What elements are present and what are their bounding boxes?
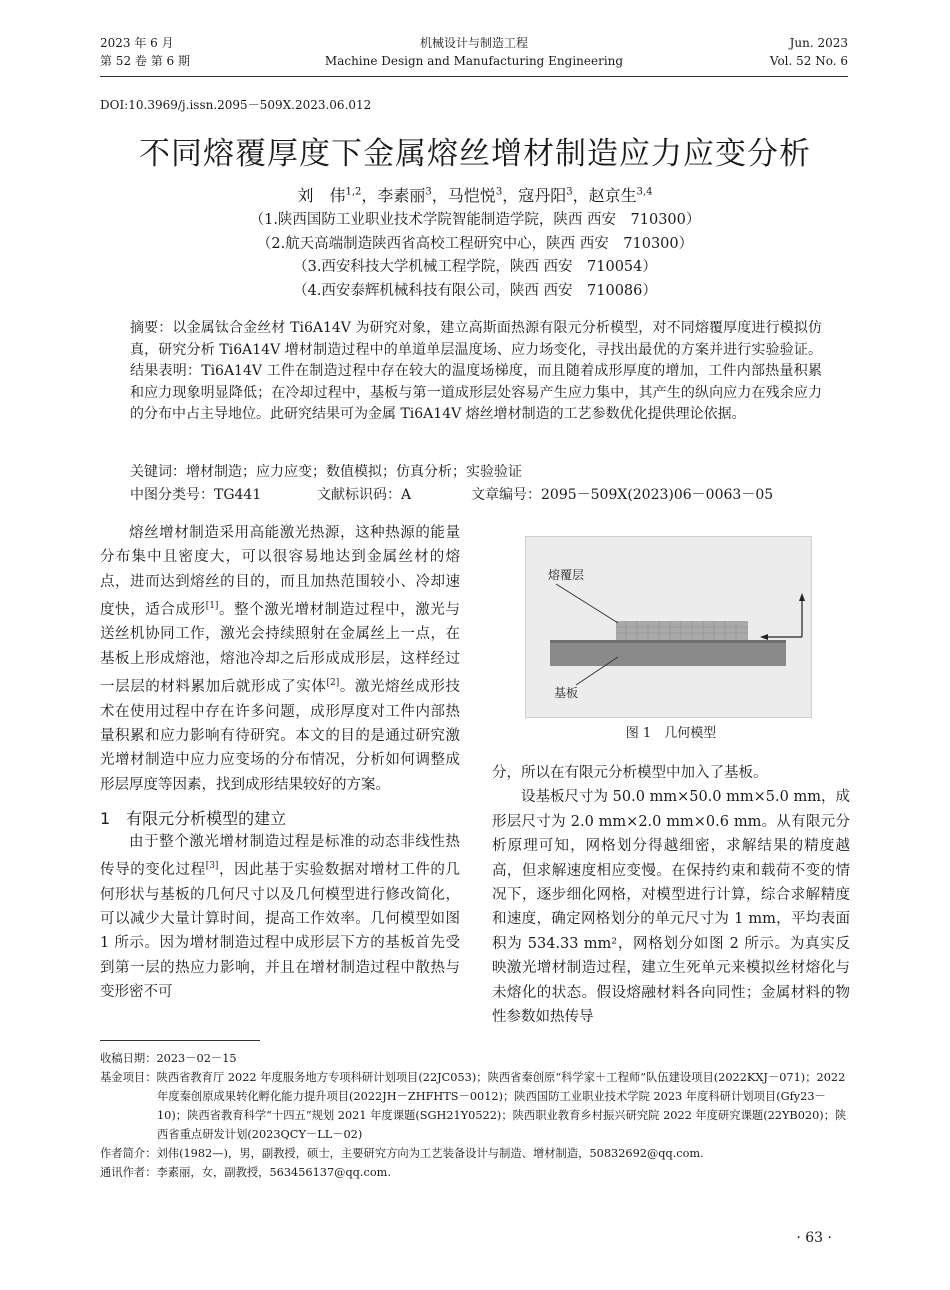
header-volume-en: Vol. 52 No. 6 [769, 54, 848, 68]
author-5: ，赵京生 [572, 186, 637, 205]
author-2-aff: 3 [425, 186, 432, 198]
abstract: 摘要：以金属钛合金丝材 Ti6A14V 为研究对象，建立高斯面热源有限元分析模型，对不同熔覆厚度进行模拟仿真，研究分析 Ti6A14V 增材制造过程中的单道单层温度场、应力场变化，寻找出最优的方案并进行实验验证。结果表明：Ti6A14V 工件在制造过程中存在较大的温度场梯度，而且随着成形厚度的增加，工件内部热量积累和应力现象明显降低；在冷却过程中，基板与第一道成形层处容易产生应力集中，其产生的纵向应力在残余应力的分布中占主导地位。此研究结果可为金属 Ti6A14V 熔丝增材制造的工艺参数优化提供理论依据。 [130, 320, 822, 422]
figure-1-geometry-model [525, 536, 812, 718]
author-1-aff: 1,2 [345, 186, 362, 198]
author-5-aff: 3,4 [636, 186, 653, 198]
header-volume: 第 52 卷 第 6 期 [100, 54, 190, 68]
section1-paragraph [100, 830, 460, 1005]
right-continuation-line: 分，所以在有限元分析模型中加入了基板。 [492, 765, 768, 781]
cladding-layer [616, 621, 748, 640]
author-1: 刘 伟 [297, 186, 346, 205]
label-substrate: 基板 [554, 686, 579, 700]
citation-3[interactable]: [3] [205, 861, 219, 872]
header-right [770, 34, 848, 70]
geometry-model-image [526, 537, 811, 717]
paper-title: 不同熔覆厚度下金属熔丝增材制造应力应变分析 [139, 136, 811, 172]
intro-text-2: 。整个激光增材制造过程中，激光与送丝机协同工作，激光会持续照射在金属丝上一点，在基板上形成熔池，熔池冷却之后形成成形层，这样经过一层层的材料累加后就形成了实体 [100, 602, 461, 696]
author-bio: 作者简介：刘伟(1982—)，男，副教授，硕士，主要研究方向为工艺装备设计与制造、增材制造，50832692@qq.com. [100, 1147, 704, 1160]
intro-paragraph [100, 521, 460, 797]
footnote-rule [100, 1040, 260, 1041]
header-rule [100, 76, 848, 77]
substrate-block [550, 640, 786, 666]
clc-number: 中图分类号：TG441 [130, 487, 262, 503]
citation-1[interactable]: [1] [205, 601, 219, 612]
footnotes [100, 1049, 850, 1182]
doi: DOI:10.3969/j.issn.2095－509X.2023.06.012 [100, 98, 372, 112]
header-date: 2023 年 6 月 [100, 36, 174, 50]
article-number: 文章编号：2095－509X(2023)06－0063－05 [471, 487, 774, 503]
author-4-aff: 3 [566, 186, 573, 198]
right-paragraph-1: 设基板尺寸为 50.0 mm×50.0 mm×5.0 mm，成形层尺寸为 2.0 mm×2.0 mm×0.6 mm。从有限元分析原理可知，网格划分得越细密，求解结果的精度越高，但求解速度相应变慢。在保持约束和载荷不变的情况下，逐步细化网格，对模型进行计算，综合求解精度和速度，确定网格划分的单元尺寸为 1 mm，平均表面积为 534.33 mm²，网格划分如图 2 所示。为真实反映激光增材制造过程，建立生死单元来模拟丝材熔化与未熔化的状态。假设熔融材料各向同性；金属材料的物性参数如热传导 [492, 789, 850, 1026]
section-heading-1: 1 有限元分析模型的建立 [100, 809, 287, 828]
document-code: 文献标识码：A [317, 487, 412, 503]
affiliation-1: （1.陕西国防工业职业技术学院智能制造学院，陕西 西安 710300） [249, 212, 701, 228]
affiliation-2: （2.航天高端制造陕西省高校工程研究中心，陕西 西安 710300） [256, 235, 694, 252]
running-header [100, 34, 848, 74]
corresponding-author: 通讯作者：李素丽，女，副教授，563456137@qq.com. [100, 1166, 391, 1179]
author-3-aff: 3 [495, 186, 503, 198]
author-3: ，马恺悦 [431, 186, 496, 205]
label-cladding: 熔覆层 [548, 568, 585, 582]
left-column-section1 [100, 830, 460, 1005]
citation-2[interactable]: [2] [326, 678, 340, 689]
keywords: 关键词：增材制造；应力应变；数值模拟；仿真分析；实验验证 [130, 464, 522, 480]
journal-name-en: Machine Design and Manufacturing Engineering [324, 54, 624, 68]
page-number: · 63 · [796, 1230, 832, 1246]
left-column-intro [100, 521, 460, 797]
header-date-en: Jun. 2023 [789, 36, 848, 50]
section1-text-1: 由于整个激光增材制造过程是标准的动态非线性热传导的变化过程 [100, 834, 460, 879]
affiliation-4: （4.西安泰辉机械科技有限公司，陕西 西安 710086） [293, 282, 657, 299]
author-4: ，寇丹阳 [502, 186, 567, 205]
author-2: ，李素丽 [361, 186, 426, 205]
received-date: 收稿日期：2023－02－15 [100, 1052, 237, 1065]
intro-text-1: 熔丝增材制造采用高能激光热源，这种热源的能量分布集中且密度大，可以很容易地达到金属丝材的熔点，进而达到熔丝的目的，而且加热范围较小、冷却速度快，适合成形 [100, 525, 460, 619]
author-list [0, 183, 950, 206]
section1-text-2: ，因此基于实验数据对增材工件的几何形状与基板的几何尺寸以及几何模型进行修改简化，可以减少大量计算时间，提高工作效率。几何模型如图 1 所示。因为增材制造过程中成形层下方的基板首先受到第一层的热应力影响，并且在增材制造过程中散热与变形密不可 [100, 862, 461, 1001]
journal-name-cn: 机械设计与制造工程 [419, 36, 528, 50]
figure-1-caption: 图 1 几何模型 [625, 726, 717, 741]
intro-text-3: 。激光熔丝成形技术在使用过程中存在许多问题，成形厚度对工件内部热量积累和应力影响有待研究。本文的目的是通过研究激光增材制造中应力应变场的分布情况，分析如何调整成形层厚度等因素，找到成形结果较好的方案。 [100, 679, 461, 793]
right-column-text [492, 761, 850, 1029]
affiliation-3: （3.西安科技大学机械工程学院，陕西 西安 710054） [293, 259, 657, 275]
header-center [100, 34, 848, 70]
funding-note: 基金项目：陕西省教育厅 2022 年度服务地方专项科研计划项目(22JC053)；陕西省秦创原“科学家＋工程师”队伍建设项目(2022KXJ－071)；2022 年度秦创原成果转化孵化能力提升项目(2022JH－ZHFHTS－0012)；陕西国防工业职业技术学院 2023 年度科研计划项目(Gfy23－10)；陕西省教育科学“十四五”规划 2021 年度课题(SGH21Y0522)；陕西职业教育乡村振兴研究院 2022 年度研究课题(22YB020)；陕西省重点研发计划(2023QCY－LL－02) [100, 1071, 847, 1141]
affiliations [0, 209, 950, 303]
